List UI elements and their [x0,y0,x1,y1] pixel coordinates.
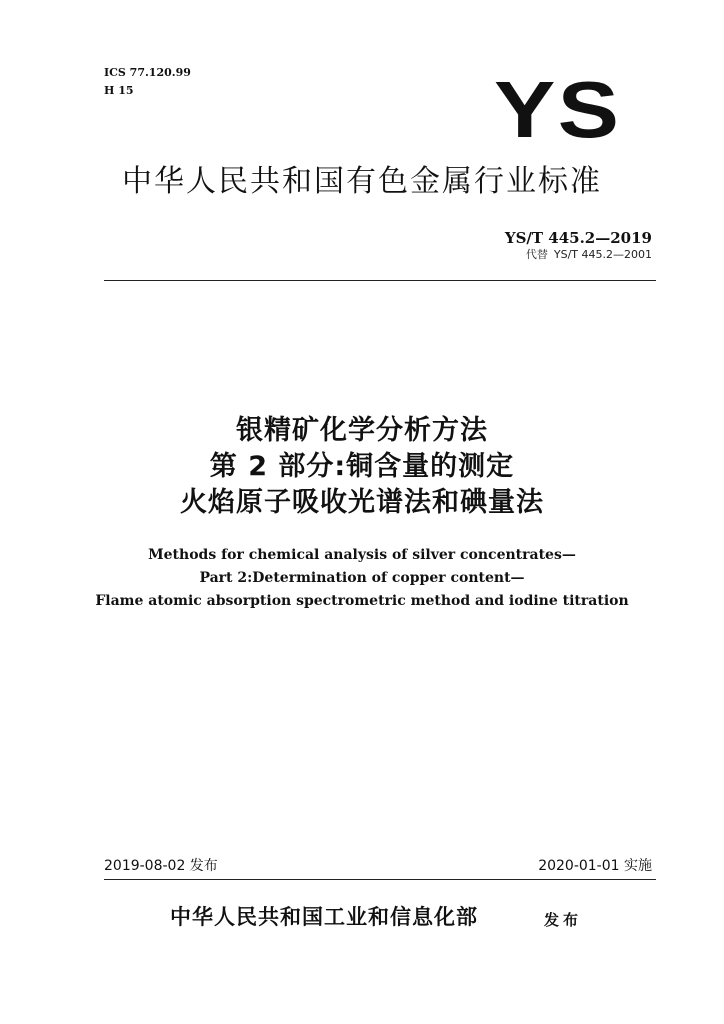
replaces-number: YS/T 445.2—2001 [553,248,652,261]
publish-word: 发布 [544,911,583,929]
replaces-label: 代替 [525,248,548,261]
ys-logo: YS [494,65,622,154]
ccs-code: H 15 [104,84,134,97]
cn-title-line-1: 银精矿化学分析方法 [236,415,488,446]
en-title-line-1: Methods for chemical analysis of silver concentrates— [148,547,576,563]
replaces-line [526,247,652,263]
publisher-name: 中华人民共和国工业和信息化部 [170,904,478,929]
standard-category-title: 中华人民共和国有色金属行业标准 [122,164,602,199]
cn-title-line-2: 第 2 部分:铜含量的测定 [209,451,515,482]
standard-number: YS/T 445.2—2019 [504,229,652,247]
en-title-line-3: Flame atomic absorption spectrometric method and iodine titration [95,593,629,609]
issue-date: 2019-08-02 发布 [104,858,218,874]
top-divider [104,280,656,281]
implementation-date: 2020-01-01 实施 [538,858,652,874]
en-title-line-2: Part 2:Determination of copper content— [199,570,525,586]
cn-title-line-3: 火焰原子吸收光谱法和碘量法 [180,487,544,518]
ics-code: ICS 77.120.99 [104,66,191,79]
bottom-divider [104,879,656,880]
